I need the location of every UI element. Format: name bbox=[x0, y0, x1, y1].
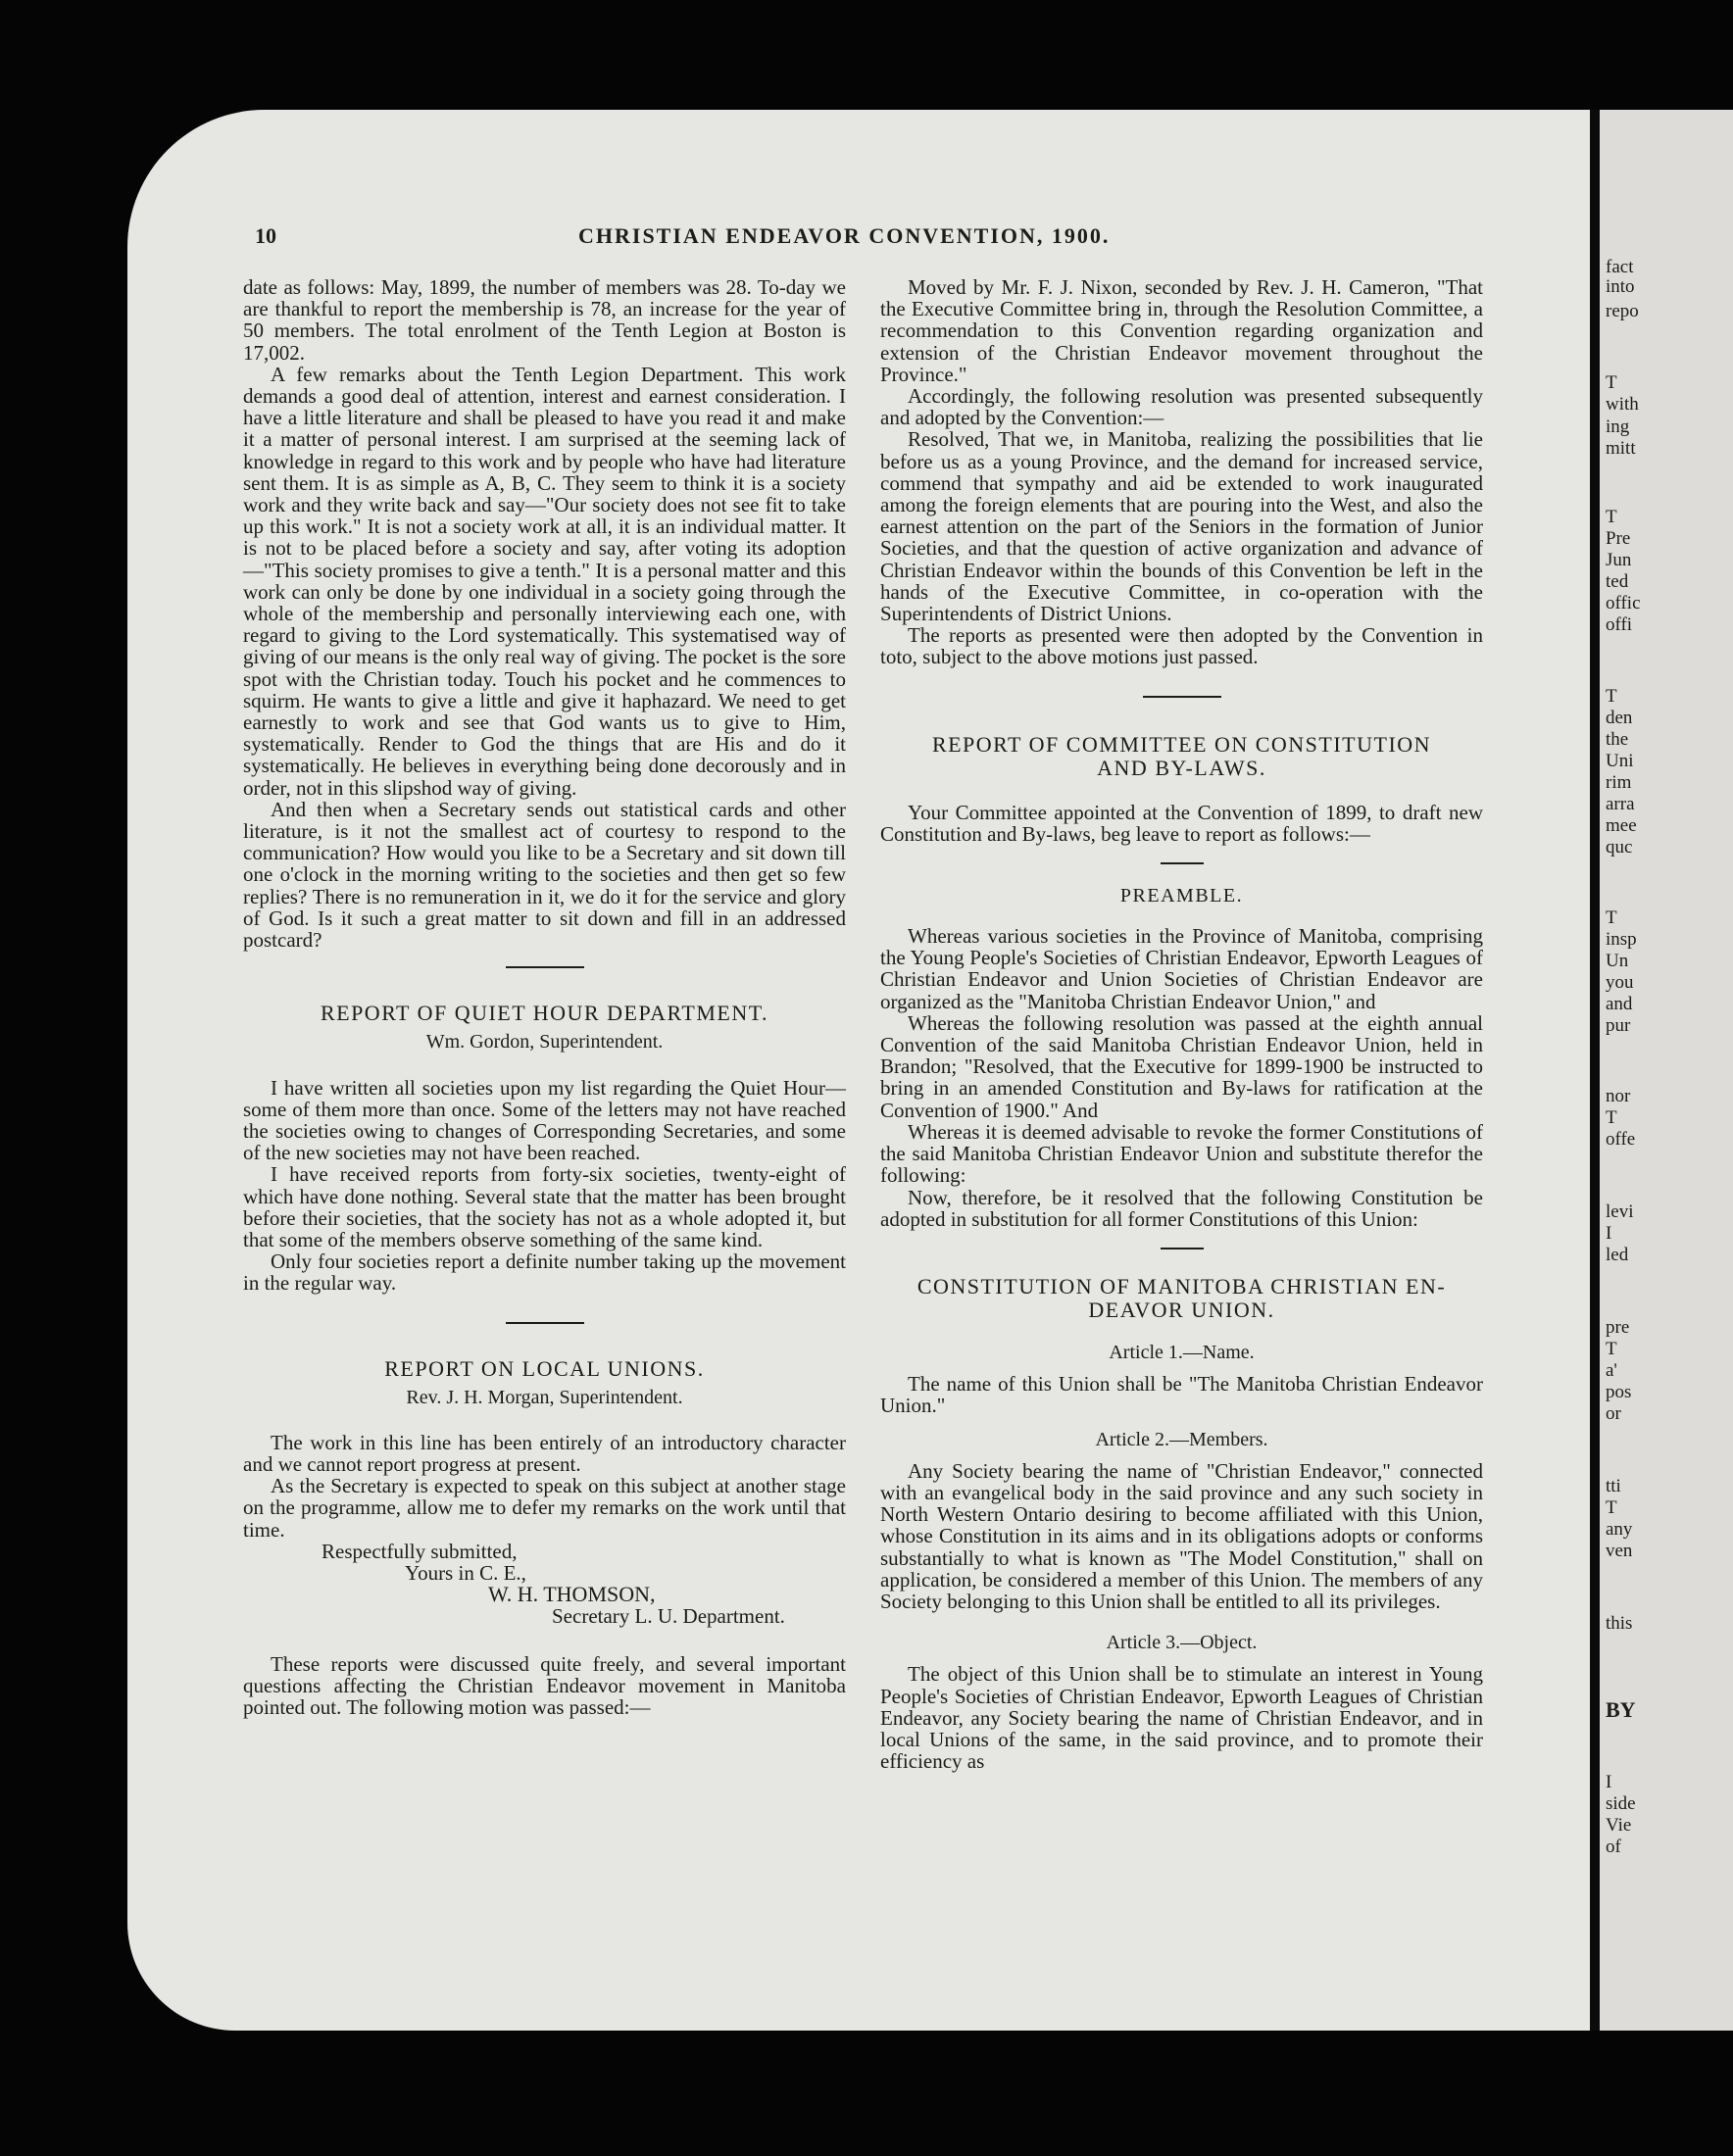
facing-page-fragment: Jun bbox=[1606, 550, 1632, 570]
signature-title: Secretary L. U. Department. bbox=[552, 1604, 785, 1629]
running-title: CHRISTIAN ENDEAVOR CONVENTION, 1900. bbox=[578, 223, 1111, 248]
facing-page-fragment: offe bbox=[1606, 1129, 1636, 1150]
section-title-constitution-line2: DEAVOR UNION. bbox=[1088, 1297, 1275, 1322]
facing-page-fragment: offi bbox=[1606, 614, 1633, 635]
facing-page-fragment: T bbox=[1606, 686, 1617, 707]
section-divider bbox=[1161, 1248, 1204, 1250]
facing-page-fragment: mee bbox=[1606, 815, 1637, 836]
facing-page-fragment: levi bbox=[1606, 1201, 1634, 1222]
section-byline: Wm. Gordon, Superintendent. bbox=[425, 1031, 664, 1054]
facing-page-edge bbox=[1600, 110, 1733, 2031]
page-sheet bbox=[127, 110, 1598, 2031]
facing-page-fragment: this bbox=[1606, 1613, 1633, 1634]
facing-page-fragment: and bbox=[1606, 994, 1633, 1014]
facing-page-fragment: T bbox=[1606, 1107, 1617, 1128]
page-number: 10 bbox=[255, 223, 276, 248]
facing-page-fragment: arra bbox=[1606, 794, 1635, 814]
left-column bbox=[243, 276, 846, 1718]
paragraph: The reports as presented were then adopted by the Convention in toto, subject to the above motions just passed. bbox=[880, 623, 1483, 669]
facing-page-fragment: into bbox=[1606, 276, 1635, 297]
facing-page-fragment: quc bbox=[1606, 837, 1633, 858]
article-3-heading: Article 3.—Object. bbox=[1106, 1632, 1258, 1654]
section-title-quiet-hour: REPORT OF QUIET HOUR DEPARTMENT. bbox=[320, 1001, 769, 1026]
facing-page-fragment: any bbox=[1606, 1519, 1633, 1540]
facing-page-fragment: I bbox=[1606, 1223, 1612, 1244]
paragraph: Whereas the following resolution was passed at the eighth annual Convention of the said Manitoba Christian Endeavor Union, held in Brandon; "Resolved, that the Executive for 1899-1900 be instructed to bring in an amended Constitution and By-laws for ratification at the Convention of 1900." And bbox=[880, 1010, 1483, 1122]
facing-page-fragment: tti bbox=[1606, 1476, 1621, 1496]
signature-salutation: Yours in C. E., bbox=[405, 1560, 526, 1585]
facing-page-fragment: pre bbox=[1606, 1317, 1630, 1338]
section-divider bbox=[1143, 696, 1221, 698]
section-divider bbox=[506, 966, 584, 968]
section-title-preamble: PREAMBLE. bbox=[1119, 885, 1244, 907]
paragraph: I have written all societies upon my list regarding the Quiet Hour—some of them more than once. Some of the letters may not have reached the societies owing to changes of Corresponding Secretaries, and some of the new societies may not have been reached. bbox=[243, 1075, 846, 1165]
facing-page-fragment: I bbox=[1606, 1772, 1612, 1792]
facing-page-fragment: den bbox=[1606, 708, 1633, 728]
section-title-constitution: CONSTITUTION OF MANITOBA CHRISTIAN EN- bbox=[916, 1273, 1447, 1298]
facing-page-fragment: T bbox=[1606, 1339, 1617, 1359]
paragraph: Your Committee appointed at the Convention of 1899, to draft new Constitution and By-laws, beg leave to report as follows:— bbox=[880, 800, 1483, 846]
page-gutter bbox=[1590, 110, 1600, 2031]
paragraph: These reports were discussed quite freely, and several important questions affecting the Christian Endeavor movement in Manitoba pointed out. The following motion was passed:— bbox=[243, 1651, 846, 1719]
paragraph: And then when a Secretary sends out statistical cards and other literature, is it not the smallest act of courtesy to respond to the communication? How would you like to be a Secretary and sit down till one o'clock in the morning writing to the societies and then get so few replies? There is no remuneration in it, we do it for the service and glory of God. Is it such a great matter to sit down and fill in an addressed postcard? bbox=[243, 797, 846, 953]
paragraph: The object of this Union shall be to stimulate an interest in Young People's Societies of Christian Endeavor, Epworth Leagues of Christian Endeavor, any Society bearing the name of Christian Endeavor, and in local Unions of the same, in the said province, and to promote their efficiency as bbox=[880, 1662, 1483, 1774]
facing-page-fragment: pur bbox=[1606, 1015, 1631, 1036]
facing-page-fragment: BY bbox=[1606, 1697, 1636, 1722]
facing-page-fragment: T bbox=[1606, 507, 1617, 527]
facing-page-fragment: Uni bbox=[1606, 751, 1634, 771]
paragraph: The work in this line has been entirely of an introductory character and we cannot report progress at present. bbox=[243, 1430, 846, 1476]
paragraph: As the Secretary is expected to speak on this subject at another stage on the programme, allow me to defer my remarks on the work until that time. bbox=[243, 1474, 846, 1542]
facing-page-fragment: T bbox=[1606, 907, 1617, 928]
paragraph: date as follows: May, 1899, the number of members was 28. To-day we are thankful to report the membership is 78, an increase for the year of 50 members. The total enrolment of the Tenth Legion at Boston is 17,002. bbox=[243, 275, 846, 365]
paragraph: Whereas it is deemed advisable to revoke the former Constitutions of the said Manitoba Christian Endeavor Union and substitute therefor the following: bbox=[880, 1119, 1483, 1188]
facing-page-fragment: led bbox=[1606, 1245, 1629, 1265]
paragraph: Now, therefore, be it resolved that the following Constitution be adopted in substitution for all former Constitutions of this Union: bbox=[880, 1185, 1483, 1231]
facing-page-fragment: T bbox=[1606, 372, 1617, 393]
facing-page-fragment: fact bbox=[1606, 257, 1634, 277]
paragraph: Accordingly, the following resolution was presented subsequently and adopted by the Convention:— bbox=[880, 384, 1483, 430]
paragraph: Whereas various societies in the Province of Manitoba, comprising the Young People's Societies of Christian Endeavor, Epworth Leagues of Christian Endeavor and Union Societies of Christian Endeavor are organized as the "Manitoba Christian Endeavor Union," and bbox=[880, 924, 1483, 1013]
facing-page-fragment: ven bbox=[1606, 1541, 1633, 1561]
paragraph: The name of this Union shall be "The Manitoba Christian Endeavor Union." bbox=[880, 1372, 1483, 1418]
section-byline: Rev. J. H. Morgan, Superintendent. bbox=[406, 1386, 683, 1408]
facing-page-fragment: repo bbox=[1606, 301, 1639, 321]
paragraph: A few remarks about the Tenth Legion Department. This work demands a good deal of attention, interest and earnest consideration. I have a little literature and shall be pleased to have you read it and make it a matter of personal interest. I am surprised at the seeming lack of knowledge in regard to this work and by people who have had literature sent them. It is as simple as A, B, C. They seem to think it is a society work and they write back and say—"Our society does not see fit to take up this work." It is not a society work at all, it is an individual matter. It is not to be placed before a society and say, after voting its adoption—"This society promises to give a tenth." It is a personal matter and this work can only be done by one individual in a society going through the whole of the membership and personally interviewing each one, with regard to giving to the Lord systematically. This systematised way of giving of our means is the only real way of giving. The pocket is the sore spot with the Christian today. Touch his pocket and he commences to squirm. He wants to give a little and give it haphazard. We need to get earnestly to work and see that God wants us to give to Him, systematically. Render to God the things that are His and do it systematically. He believes in everything being done decorously and in order, not in this slipshod way of giving. bbox=[243, 362, 846, 800]
facing-page-fragment: or bbox=[1606, 1403, 1621, 1424]
facing-page-fragment: T bbox=[1606, 1497, 1617, 1518]
section-title-local-unions: REPORT ON LOCAL UNIONS. bbox=[384, 1355, 705, 1381]
facing-page-fragment: rim bbox=[1606, 772, 1632, 793]
signature-name: W. H. THOMSON, bbox=[488, 1582, 656, 1607]
facing-page-fragment: offic bbox=[1606, 593, 1641, 613]
page-header bbox=[127, 223, 1598, 263]
signature-closing: Respectfully submitted, bbox=[322, 1539, 518, 1563]
paragraph: Only four societies report a definite number taking up the movement in the regular way. bbox=[243, 1250, 846, 1296]
paragraph: Moved by Mr. F. J. Nixon, seconded by Rev. J. H. Cameron, "That the Executive Committee bring in, through the Resolution Committee, a recommendation to this Convention regarding organization and extension of the Christian Endeavor movement throughout the Province." bbox=[880, 275, 1483, 386]
facing-page-fragment: insp bbox=[1606, 929, 1637, 950]
facing-page-fragment: ted bbox=[1606, 571, 1629, 592]
paragraph: I have received reports from forty-six societies, twenty-eight of which have done nothing. Several state that the matter has been brought before their societies, that the society has not as a whole adopted it, but that some of the members observe something of the same kind. bbox=[243, 1162, 846, 1251]
facing-page-fragment: you bbox=[1606, 972, 1634, 993]
facing-page-fragment: nor bbox=[1606, 1086, 1631, 1106]
facing-page-fragment: mitt bbox=[1606, 438, 1636, 459]
article-1-heading: Article 1.—Name. bbox=[1109, 1341, 1255, 1363]
facing-page-fragment: side bbox=[1606, 1793, 1636, 1814]
section-divider bbox=[1161, 862, 1204, 864]
facing-page-fragment: ing bbox=[1606, 416, 1630, 437]
facing-page-fragment: Pre bbox=[1606, 528, 1631, 549]
facing-page-fragment: Un bbox=[1606, 951, 1629, 971]
facing-page-fragment: the bbox=[1606, 729, 1629, 750]
facing-page-fragment: of bbox=[1606, 1837, 1621, 1857]
facing-page-fragment: with bbox=[1606, 394, 1639, 415]
paragraph: Any Society bearing the name of "Christian Endeavor," connected with an evangelical body in the said province and any such society in North Western Ontario desiring to become affiliated with this Union, whose Constitution in its aims and in its obligations adopts or conforms substantially to what is known as "The Model Constitution," shall on application, be considered a member of this Union. The members of any Society belonging to this Union shall be entitled to all its privileges. bbox=[880, 1458, 1483, 1613]
right-column bbox=[880, 276, 1483, 1772]
facing-page-fragment: a' bbox=[1606, 1360, 1617, 1381]
paragraph: Resolved, That we, in Manitoba, realizing the possibilities that lie before us as a young Province, and the demand for increased service, commend that sympathy and aid be extended to work inaugurated among the foreign elements that are pouring into the West, and also the earnest attention on the part of the Seniors in the formation of Junior Societies, and that the question of active organization and advance of Christian Endeavor within the bounds of this Convention be left in the hands of the Executive Committee, in co-operation with the Superintendents of District Unions. bbox=[880, 427, 1483, 626]
article-2-heading: Article 2.—Members. bbox=[1095, 1428, 1268, 1450]
section-title-constitution-report: REPORT OF COMMITTEE ON CONSTITUTION bbox=[931, 731, 1432, 757]
facing-page-fragment: Vie bbox=[1606, 1815, 1632, 1836]
section-title-constitution-report-line2: AND BY-LAWS. bbox=[1097, 755, 1266, 780]
facing-page-fragment: pos bbox=[1606, 1382, 1632, 1402]
section-divider bbox=[506, 1322, 584, 1324]
